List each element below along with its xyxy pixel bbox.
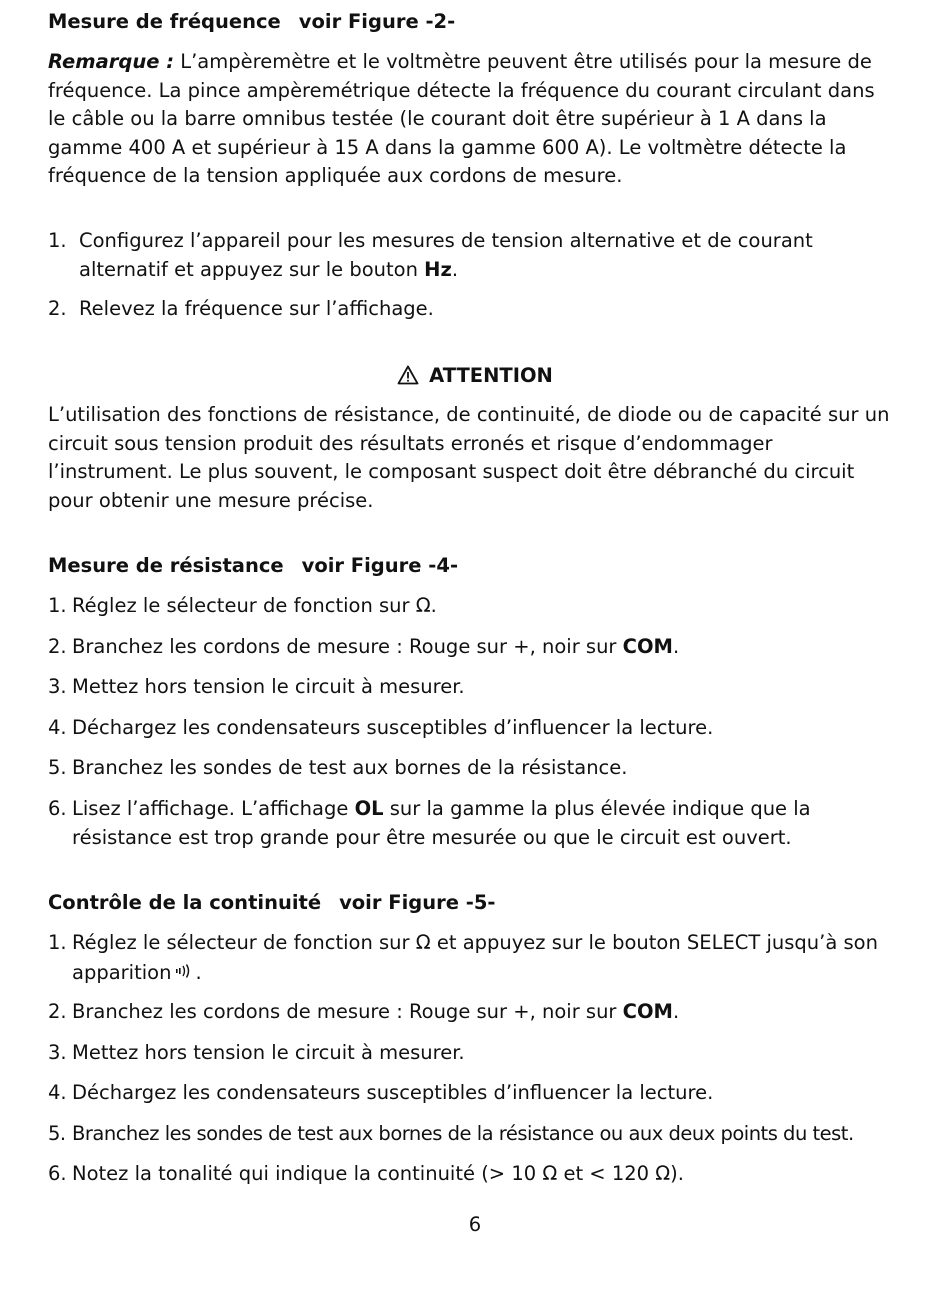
resistance-step-5: [48, 754, 898, 783]
step-text: Relevez la fréquence sur l’affichage.: [79, 297, 434, 320]
step-number: 3.: [48, 675, 67, 698]
continuity-step-6: [48, 1160, 898, 1189]
resistance-heading-title: Mesure de résistance: [48, 554, 284, 577]
step-bold: OL: [354, 797, 384, 820]
step-text: Réglez le sélecteur de fonction sur Ω.: [72, 594, 437, 617]
step-number: 1.: [48, 229, 67, 252]
resistance-step-2: [48, 633, 898, 662]
freq-step-2: [48, 295, 898, 324]
step-number: 4.: [48, 1081, 67, 1104]
continuity-sound-icon: [175, 958, 195, 987]
page-number: 6: [468, 1213, 482, 1236]
step-number: 1.: [48, 931, 67, 954]
step-text: Branchez les cordons de mesure : Rouge sur +, noir sur: [72, 1000, 623, 1023]
freq-remark: [48, 48, 898, 191]
step-number: 6.: [48, 797, 67, 820]
step-number: 5.: [48, 756, 67, 779]
warning-text: L’utilisation des fonctions de résistance, de continuité, de diode ou de capacité sur un circuit sous tension produit des résultats erronés et risque d’endommager l’instrument. Le plus souvent, le composant suspect doit être débranché du circuit pour obtenir une mesure précise.: [48, 403, 890, 512]
step-bold: COM: [622, 1000, 673, 1023]
continuity-heading: [48, 889, 898, 918]
continuity-step-2: [48, 998, 898, 1027]
continuity-figure-ref: voir Figure -5-: [339, 891, 496, 914]
warning-title-text: ATTENTION: [429, 364, 553, 387]
step-text: Réglez le sélecteur de fonction sur Ω et appuyez sur le bouton SELECT jusqu’à son apparition: [72, 931, 878, 984]
step-text: Mettez hors tension le circuit à mesurer.: [72, 675, 465, 698]
step-text: Branchez les sondes de test aux bornes de la résistance.: [72, 756, 628, 779]
continuity-step-5: [48, 1120, 898, 1149]
step-after: .: [195, 960, 202, 984]
step-number: 6.: [48, 1162, 67, 1185]
continuity-step-3: [48, 1039, 898, 1068]
continuity-step-1: [48, 929, 898, 987]
step-text: Déchargez les condensateurs susceptibles d’influencer la lecture.: [72, 1081, 714, 1104]
step-after: .: [672, 635, 680, 658]
resistance-step-3: [48, 673, 898, 702]
step-number: 2.: [48, 1000, 67, 1023]
step-number: 2.: [48, 635, 67, 658]
step-text: Configurez l’appareil pour les mesures de tension alternative et de courant alternatif et appuyez sur le bouton: [79, 229, 813, 281]
step-bold: COM: [622, 635, 673, 658]
step-text: Branchez les cordons de mesure : Rouge sur +, noir sur: [72, 635, 623, 658]
resistance-step-4: [48, 714, 898, 743]
step-text: Mettez hors tension le circuit à mesurer.: [72, 1041, 465, 1064]
step-number: 2.: [48, 297, 67, 320]
step-text: Déchargez les condensateurs susceptibles d’influencer la lecture.: [72, 716, 714, 739]
step-after: sur la gamme la plus élevée indique que la résistance est trop grande pour être mesurée ou que le circuit est ouvert.: [72, 797, 811, 849]
continuity-step-4: [48, 1079, 898, 1108]
warning-title: [0, 362, 950, 394]
remark-text: L’ampèremètre et le voltmètre peuvent être utilisés pour la mesure de fréquence. La pince ampèremétrique détecte la fréquence du courant circulant dans le câble ou la barre omnibus testée (le courant doit être supérieur à 1 A dans la gamme 400 A et supérieur à 15 A dans la gamme 600 A). Le voltmètre détecte la fréquence de la tension appliquée aux cordons de mesure.: [48, 50, 875, 187]
step-after: .: [672, 1000, 680, 1023]
continuity-heading-title: Contrôle de la continuité: [48, 891, 322, 914]
remark-label: Remarque :: [48, 50, 175, 73]
step-bold: Hz: [424, 257, 452, 281]
freq-step-1: [48, 227, 898, 284]
freq-figure-ref: voir Figure -2-: [298, 10, 456, 33]
step-number: 3.: [48, 1041, 67, 1064]
resistance-heading: [48, 552, 898, 581]
step-number: 4.: [48, 716, 67, 739]
freq-heading: [48, 8, 898, 37]
warning-triangle-icon: [397, 365, 419, 394]
step-text: Branchez les sondes de test aux bornes de la résistance ou aux deux points du test.: [72, 1122, 854, 1145]
step-after: .: [451, 257, 459, 281]
resistance-figure-ref: voir Figure -4-: [301, 554, 459, 577]
step-text: Notez la tonalité qui indique la continuité (> 10 Ω et < 120 Ω).: [72, 1162, 684, 1185]
step-text: Lisez l’affichage. L’affichage: [72, 797, 355, 820]
resistance-step-6: [48, 795, 898, 852]
step-number: 1.: [48, 594, 67, 617]
freq-heading-title: Mesure de fréquence: [48, 10, 281, 33]
step-number: 5.: [48, 1122, 66, 1145]
resistance-step-1: [48, 592, 898, 621]
